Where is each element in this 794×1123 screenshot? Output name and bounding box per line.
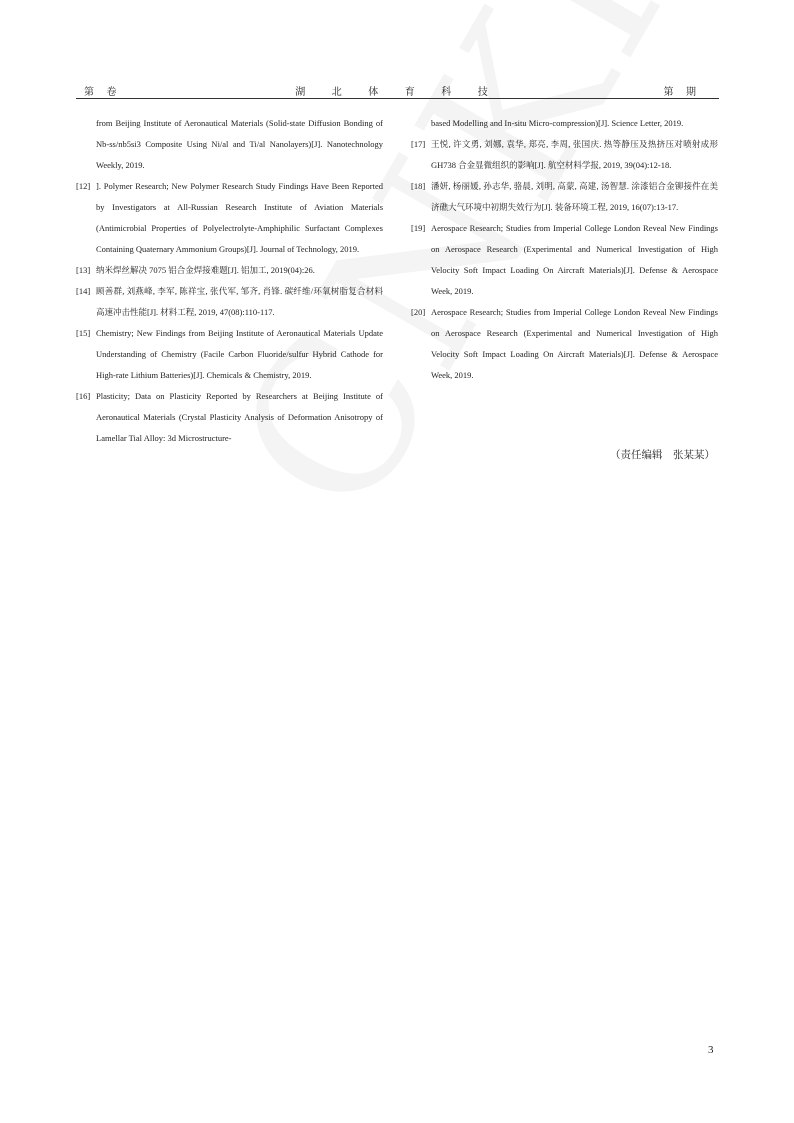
reference-text: from Beijing Institute of Aeronautical Materials (Solid-state Diffusion Bonding of Nb-ss/nb5si3 Composite Using Ni/al and Ti/al Nanolayers)[J]. Nanotechnology Weekly, 2019. xyxy=(96,118,383,170)
reference-text: 王悦, 许文勇, 刘娜, 袁华, 郑亮, 李周, 张国庆. 热等静压及热挤压对喷射成形 GH738 合金显微组织的影响[J]. 航空材料学报, 2019, 39(04):12-18. xyxy=(431,139,718,170)
reference-item xyxy=(76,281,383,323)
reference-number: [12] xyxy=(76,181,91,191)
reference-number: [19] xyxy=(411,223,426,233)
reference-text: based Modelling and In-situ Micro-compression)[J]. Science Letter, 2019. xyxy=(431,118,684,128)
reference-number: [17] xyxy=(411,139,426,149)
reference-number: [20] xyxy=(411,307,426,317)
reference-text: Chemistry; New Findings from Beijing Institute of Aeronautical Materials Update Understanding of Chemistry (Facile Carbon Fluoride/sulfur Hybrid Cathode for High-rate Lithium Batteries)[J]. Chemicals & Chemistry, 2019. xyxy=(96,328,383,380)
reference-number: [15] xyxy=(76,328,91,338)
reference-number: [18] xyxy=(411,181,426,191)
header-issue: 第 期 xyxy=(663,87,701,98)
page-number: 3 xyxy=(708,1044,714,1056)
reference-item xyxy=(411,134,718,176)
reference-text: 顾善群, 刘燕峰, 李军, 陈祥宝, 张代军, 邹齐, 肖锋. 碳纤维/环氧树脂复合材料高速冲击性能[J]. 材料工程, 2019, 47(08):110-117. xyxy=(96,286,383,317)
header-journal-title: 湖 北 体 育 科 技 xyxy=(295,87,500,98)
header-rule xyxy=(76,98,719,99)
references-left-column xyxy=(76,113,383,449)
reference-item xyxy=(76,176,383,260)
responsible-editor-note: （责任编辑 张某某） xyxy=(610,449,715,461)
reference-text: ]. Polymer Research; New Polymer Research Study Findings Have Been Reported by Investigators at All-Russian Research Institute of Aviation Materials (Antimicrobial Properties of Polyelectrolyte-Amphiphilic Surfactant Complexes Containing Quaternary Ammonium Groups)[J]. Journal of Technology, 2019. xyxy=(96,181,383,254)
reference-text: Aerospace Research; Studies from Imperial College London Reveal New Findings on Aerospace Research (Experimental and Numerical Investigation of High Velocity Soft Impact Loading On Aircraft Materials)[J]. Defense & Aerospace Week, 2019. xyxy=(431,223,718,296)
reference-item xyxy=(76,386,383,449)
reference-number: [16] xyxy=(76,391,91,401)
reference-text: Plasticity; Data on Plasticity Reported by Researchers at Beijing Institute of Aeronautical Materials (Crystal Plasticity Analysis of Deformation Anisotropy of Lamellar Tial Alloy: 3d Microstructure- xyxy=(96,391,383,443)
reference-item xyxy=(411,113,718,134)
reference-number: [14] xyxy=(76,286,91,296)
running-header xyxy=(76,83,719,99)
references-right-column xyxy=(411,113,718,386)
reference-text: 纳米焊丝解决 7075 铝合金焊接难题[J]. 铝加工, 2019(04):26. xyxy=(96,265,315,275)
reference-item xyxy=(76,113,383,176)
reference-text: Aerospace Research; Studies from Imperial College London Reveal New Findings on Aerospace Research (Experimental and Numerical Investigation of High Velocity Soft Impact Loading On Aircraft Materials)[J]. Defense & Aerospace Week, 2019. xyxy=(431,307,718,380)
header-volume: 第 卷 xyxy=(84,87,122,98)
reference-text: 潘妍, 杨丽媛, 孙志华, 骆晨, 刘明, 高蒙, 高建, 汤智慧. 涂漆铝合金铆接件在美济礁大气环境中初期失效行为[J]. 装备环境工程, 2019, 16(07):13-17. xyxy=(431,181,718,212)
reference-item xyxy=(76,323,383,386)
reference-item xyxy=(411,302,718,386)
reference-item xyxy=(411,176,718,218)
reference-item xyxy=(76,260,383,281)
reference-item xyxy=(411,218,718,302)
reference-number: [13] xyxy=(76,265,91,275)
